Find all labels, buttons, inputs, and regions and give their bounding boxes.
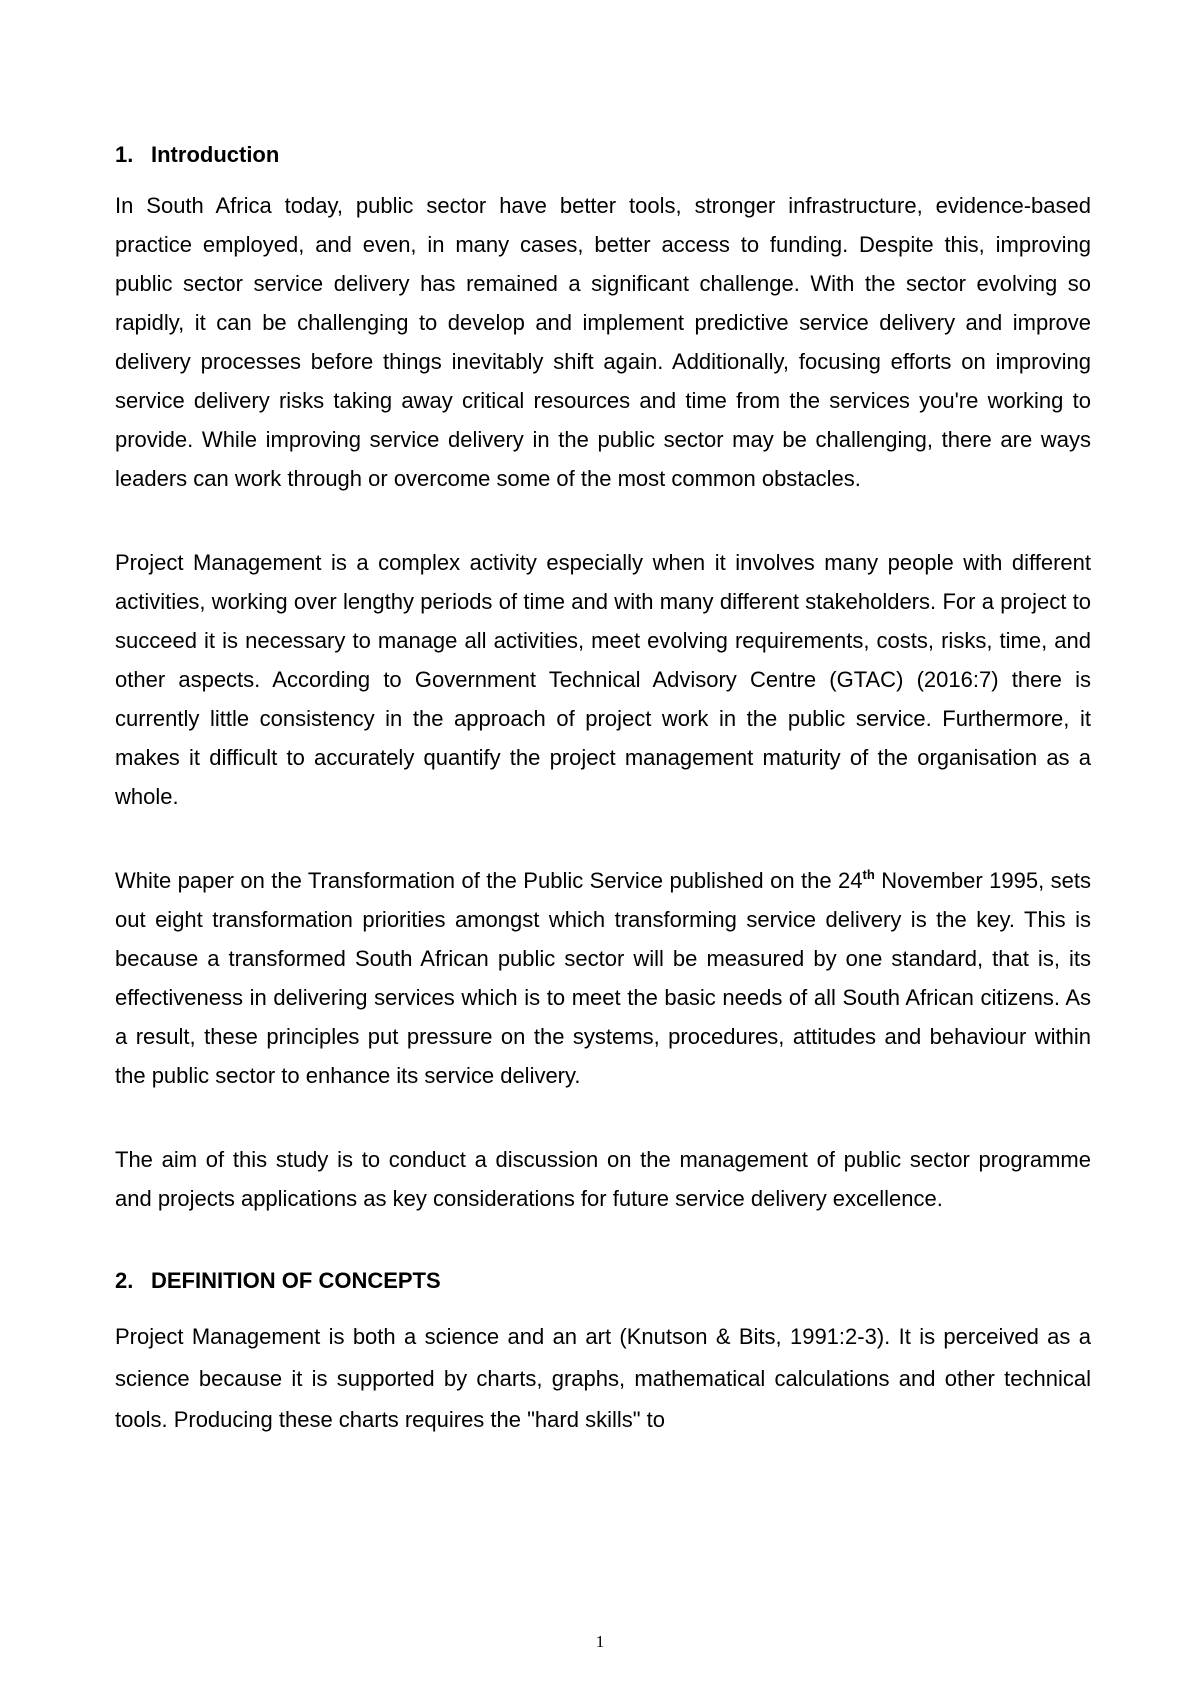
section-number: 1. (115, 142, 134, 167)
section-number: 2. (115, 1268, 134, 1293)
paragraph-science-and-art: Project Management is both a science and an art (Knutson & Bits, 1991:2-3). It is perceived as a science because it is supported by charts, graphs, mathematical calculations and other technical tools. Producing these charts requires the "hard skills" to (115, 1324, 1091, 1432)
page-content (115, 140, 1091, 1441)
page-number: 1 (595, 1632, 605, 1651)
section-heading-definition-of-concepts (115, 1266, 1091, 1296)
paragraph-project-management-complexity: Project Management is a complex activity especially when it involves many people with different activities, working over lengthy periods of time and with many different stakeholders. For a project to succeed it is necessary to manage all activities, meet evolving requirements, costs, risks, time, and other aspects. According to Government Technical Advisory Centre (GTAC) (2016:7) there is currently little consistency in the approach of project work in the public service. Furthermore, it makes it difficult to accurately quantify the project management maturity of the organisation as a whole. (115, 550, 1091, 809)
paragraph-study-aim: The aim of this study is to conduct a discussion on the management of public sector programme and projects applications as key considerations for future service delivery excellence. (115, 1147, 1091, 1211)
paragraph-public-sector-context: In South Africa today, public sector have better tools, stronger infrastructure, evidence-based practice employed, and even, in many cases, better access to funding. Despite this, improving public sector service delivery has remained a significant challenge. With the sector evolving so rapidly, it can be challenging to develop and implement predictive service delivery and improve delivery processes before things inevitably shift again. Additionally, focusing efforts on improving service delivery risks taking away critical resources and time from the services you're working to provide. While improving service delivery in the public sector may be challenging, there are ways leaders can work through or overcome some of the most common obstacles. (115, 193, 1091, 491)
white-paper-text-end: November 1995, sets out eight transformation priorities amongst which transforming service delivery is the key. This is because a transformed South African public sector will be measured by one standard, that is, its effectiveness in delivering services which is to meet the basic needs of all South African citizens. As a result, these principles put pressure on the systems, procedures, attitudes and behaviour within the public sector to enhance its service delivery. (115, 868, 1091, 1088)
section-title: DEFINITION OF CONCEPTS (151, 1268, 441, 1293)
ordinal-superscript: th (862, 867, 875, 882)
white-paper-text-start: White paper on the Transformation of the Public Service published on the 24 (115, 868, 863, 893)
section-heading-introduction (115, 140, 1091, 170)
paragraph-white-paper (115, 861, 1091, 1095)
section-title: Introduction (151, 142, 280, 167)
